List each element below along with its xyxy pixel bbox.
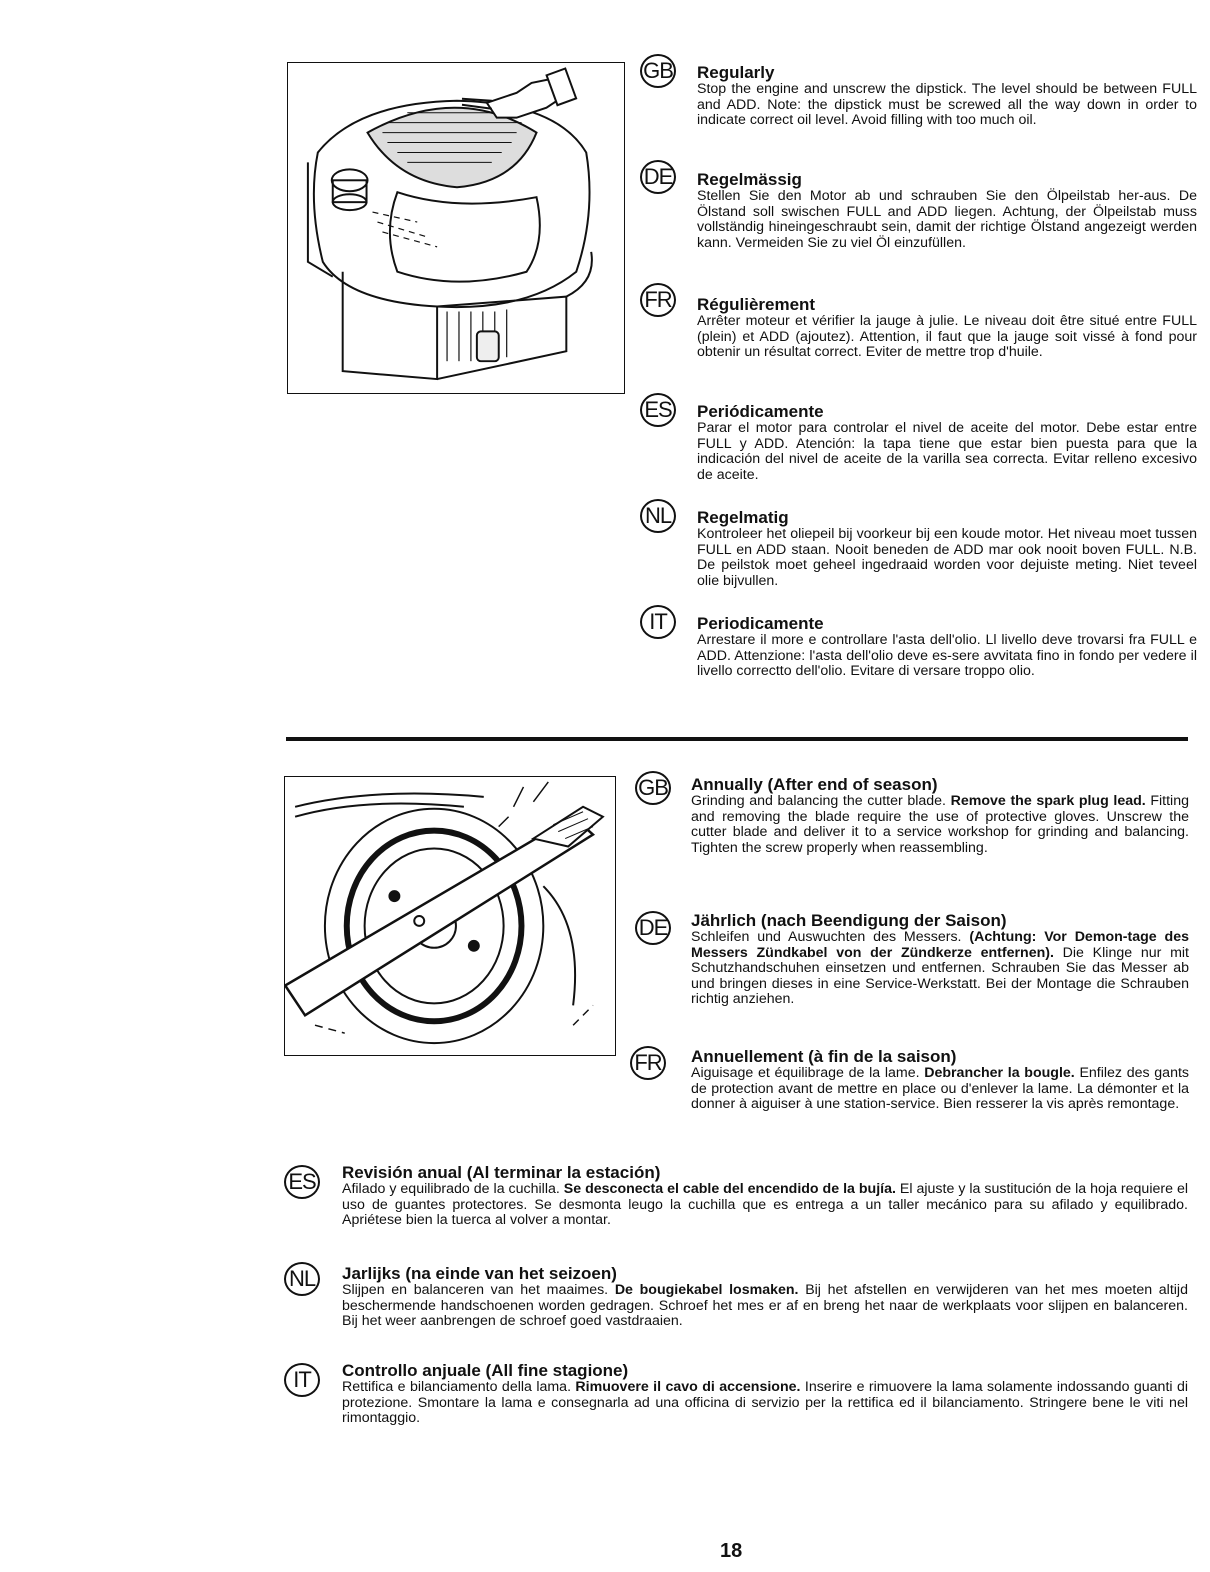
- lang-badge-nl: NL: [284, 1262, 320, 1296]
- entry-fr-regulierement: [697, 295, 1197, 361]
- entry-title: Jährlich (nach Beendigung der Saison): [691, 911, 1007, 930]
- entry-gb-regularly: [697, 63, 1197, 129]
- entry-text: Arrêter moteur et vérifier la jauge à julie. Le niveau doit être situé entre FULL (plein) et ADD (ajoutez). Attention, il faut que la jauge soit vissé à fond pour obtenir un résultat correct. Eviter de mettre trop d'huile.: [697, 313, 1197, 361]
- entry-text: Slijpen en balanceren van het maaimes. De bougiekabel losmaken. Bij het afstellen en verwijderen van het mes moeten altijd beschermende handschoenen worden gedragen. Schroef het mes er af en breng het naar de werkplaats voor slijpen en balanceren. Bij het weer aanbrengen de schroef goed vastdraaien.: [342, 1282, 1188, 1330]
- entry-text: Afilado y equilibrado de la cuchilla. Se desconecta el cable del encendido de la bujía. El ajuste y la sustitución de la hoja requiere el uso de guantes protectores. Se desmonta leugo la cuchilla que es entrega a un taller mecánico para su afilado y equilibrado. Apriétese bien la tuerca al volver a montar.: [342, 1181, 1188, 1229]
- entry-text: Stellen Sie den Motor ab und schrauben Sie den Ölpeilstab her-aus. De Ölstand soll swischen FULL and ADD liegen. Achtung, der Ölpeilstab muss vollständig hineingeschraubt sein, damit der richtige Ölstand angezeigt werden kann. Vermeiden Sie zu viel Öl einzufüllen.: [697, 188, 1197, 251]
- entry-it-periodicamente: [697, 614, 1197, 680]
- entry-fr-annuellement: [691, 1047, 1189, 1113]
- entry-title: Regularly: [697, 63, 775, 82]
- lang-badge-it: IT: [640, 605, 676, 639]
- entry-es-periodicamente: [697, 402, 1197, 483]
- lang-badge-es: ES: [284, 1165, 320, 1199]
- entry-nl-regelmatig: [697, 508, 1197, 589]
- entry-text: Grinding and balancing the cutter blade. Remove the spark plug lead. Fitting and removing the blade require the use of protective gloves. Unscrew the cutter blade and deliver it to a service workshop for grinding and balancing. Tighten the screw properly when reassembling.: [691, 793, 1189, 856]
- entry-title: Jarlijks (na einde van het seizoen): [342, 1264, 617, 1283]
- blade-figure: [284, 776, 616, 1056]
- lang-badge-de: DE: [640, 160, 676, 194]
- entry-text: Schleifen und Auswuchten des Messers. (Achtung: Vor Demon-tage des Messers Zündkabel von der Zündkerze entfernen). Die Klinge nur mit Schutzhandschuhen einsetzen und entfernen. Schrauben Sie das Messer ab und bringen dieses in eine Service-Werkstatt. Bei der Montage die Schrauben richtig anziehen.: [691, 929, 1189, 1008]
- lang-badge-gb: GB: [635, 771, 671, 805]
- entry-title: Periódicamente: [697, 402, 824, 421]
- lang-badge-es: ES: [640, 393, 676, 427]
- entry-title: Regelmatig: [697, 508, 789, 527]
- entry-text: Kontroleer het oliepeil bij voorkeur bij een koude motor. Het niveau moet tussen FULL en ADD staan. Nooit beneden de ADD mar ook nooit boven FULL. N.B. De peilstok moet geheel ingedraaid worden voor dejuiste meting. Niet teveel olie bijvullen.: [697, 526, 1197, 589]
- engine-illustration: [288, 63, 624, 393]
- entry-it-controllo-anjuale: [342, 1361, 1188, 1427]
- lang-badge-nl: NL: [640, 499, 676, 533]
- entry-title: Revisión anual (Al terminar la estación): [342, 1163, 661, 1182]
- lang-badge-de: DE: [635, 911, 671, 945]
- entry-gb-annually: [691, 775, 1189, 856]
- entry-text: Rettifica e bilanciamento della lama. Rimuovere il cavo di accensione. Inserire e rimuovere la lama solamente indossando guanti di protezione. Smontare la lama e consegnarla ad una officina di servizio per la rettifica ed il bilanciamento. Stringere bene le viti nel rimontaggio.: [342, 1379, 1188, 1427]
- section-divider: [286, 737, 1188, 741]
- entry-title: Annually (After end of season): [691, 775, 938, 794]
- entry-title: Regelmässig: [697, 170, 802, 189]
- entry-de-jahrlich: [691, 911, 1189, 1008]
- entry-text: Arrestare il more e controllare l'asta dell'olio. Ll livello deve trovarsi fra FULL e ADD. Attenzione: l'asta dell'olio deve es-sere avvitata fino in fondo per vedere il livello correctto dell'olio. Evitare di versare troppo olio.: [697, 632, 1197, 680]
- entry-text: Parar el motor para controlar el nivel de aceite del motor. Debe estar entre FULL y ADD. Atención: la tapa tiene que estar bien puesta para que la indicación del nivel de aceite de la varilla sea correcta. Evitar relleno excesivo de aceite.: [697, 420, 1197, 483]
- entry-title: Periodicamente: [697, 614, 824, 633]
- entry-text: Stop the engine and unscrew the dipstick. The level should be between FULL and ADD. Note: the dipstick must be screwed all the way down in order to indicate correct oil level. Avoid filling with too much oil.: [697, 81, 1197, 129]
- lang-badge-fr: FR: [640, 283, 676, 317]
- entry-de-regelmassig: [697, 170, 1197, 251]
- lang-badge-it: IT: [284, 1363, 320, 1397]
- entry-title: Controllo anjuale (All fine stagione): [342, 1361, 629, 1380]
- engine-figure: [287, 62, 625, 394]
- blade-illustration: [285, 777, 615, 1055]
- entry-es-revision-anual: [342, 1163, 1188, 1229]
- lang-badge-fr: FR: [630, 1046, 666, 1080]
- entry-title: Régulièrement: [697, 295, 816, 314]
- entry-title: Annuellement (à fin de la saison): [691, 1047, 957, 1066]
- page-number: 18: [720, 1540, 743, 1562]
- entry-text: Aiguisage et équilibrage de la lame. Debrancher la bougle. Enfilez des gants de protection avant de mettre en place ou d'enlever la lame. La démonter et la donner à aiguiser à une station-service. Bien resserer la vis après remontage.: [691, 1065, 1189, 1113]
- lang-badge-gb: GB: [640, 54, 676, 88]
- entry-nl-jarlijks: [342, 1264, 1188, 1330]
